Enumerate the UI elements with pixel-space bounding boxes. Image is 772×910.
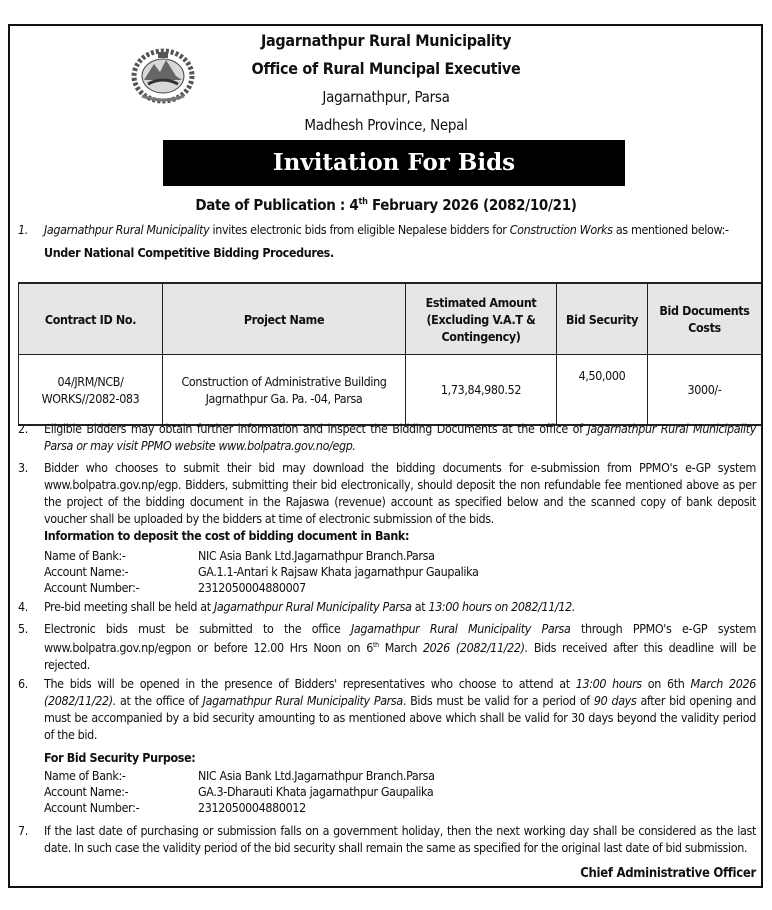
bid-table (18, 282, 761, 426)
bank-row: Account Name:- GA.3-Dharauti Khata jagarnathpur Gaupalika (44, 784, 434, 799)
col-contract-id: Contract ID No. (19, 283, 163, 355)
item-number: 1. (18, 222, 28, 237)
cell-estimated-amount: 1,73,84,980.52 (406, 355, 557, 426)
item-3: 3. Bidder who chooses to submit their bid may download the bidding documents for e-submission from PPMO's e-GP system www.bolpatra.gov.np/egp. Bidders, submitting their bid electronically, should deposit the non refundable fee mentioned above as per the project of the bidding document in the Rajaswa (revenue) account as specified below and the scanned copy of bank deposit voucher shall be uploaded by the bidders at time of electronic submission of the bids. Information to deposit the cost of bidding document in Bank: (18, 460, 756, 543)
item-4: 4. Pre-bid meeting shall be held at Jagarnathpur Rural Municipality Parsa at 13:00 hours on 2082/11/12. (18, 599, 576, 614)
cell-project-name: Construction of Administrative Building Jagrnathpur Ga. Pa. -04, Parsa (163, 355, 406, 426)
cell-bid-security: 4,50,000 (557, 355, 648, 426)
province: Madhesh Province, Nepal (304, 116, 468, 134)
col-doc-cost: Bid Documents Costs (648, 283, 762, 355)
municipality-name: Jagarnathpur Rural Municipality (260, 31, 512, 50)
bank-row: Account Number:- 2312050004880007 (44, 580, 306, 595)
item-1: 1. Jagarnathpur Rural Municipality invites electronic bids from eligible Nepalese bidders for Construction Works as mentioned below:- Under National Competitive Bidding Procedures. (18, 221, 756, 261)
bank-row: Name of Bank:- NIC Asia Bank Ltd.Jagarnathpur Branch.Parsa (44, 768, 435, 783)
col-bid-security: Bid Security (557, 283, 648, 355)
office-location: Jagarnathpur, Parsa (322, 88, 450, 106)
signatory: Chief Administrative Officer (580, 866, 756, 881)
bank-row: Account Number:- 2312050004880012 (44, 800, 306, 815)
office-name: Office of Rural Muncipal Executive (251, 59, 521, 78)
publication-date: Date of Publication : 4th February 2026 (2082/10/21) (195, 196, 577, 214)
item-5: 5. Electronic bids must be submitted to the office Jagarnathpur Rural Municipality Parsa through PPMO's e-GP system www.bolpatra.gov.np/egpon or before 12.00 Hrs Noon on 6th March 2026 (2082/11/22). Bids received after this deadline will be rejected. (18, 621, 756, 673)
bank-row: Account Name:- GA.1.1-Antari k Rajsaw Khata jagarnathpur Gaupalika (44, 564, 479, 579)
bank-info-heading: Information to deposit the cost of bidding document in Bank: (44, 528, 410, 543)
item-2: 2. Eligible Bidders may obtain further information and inspect the Bidding Documents at the office of Jagarnathpur Rural Municipality Parsa or may visit PPMO website www.bolpatra.gov.no/egp. (18, 421, 756, 453)
item-7: 7. If the last date of purchasing or submission falls on a government holiday, then the next working day shall be considered as the last date. In such case the validity period of the bid security shall remain the same as specified for the original last date of bid submission. (18, 823, 756, 855)
table-row (19, 355, 762, 426)
security-heading: For Bid Security Purpose: (44, 750, 196, 765)
notice-title: Invitation For Bids (163, 140, 625, 186)
col-project-name: Project Name (163, 283, 406, 355)
procedure-heading: Under National Competitive Bidding Procedures. (44, 245, 334, 260)
bank-row: Name of Bank:- NIC Asia Bank Ltd.Jagarnathpur Branch.Parsa (44, 548, 435, 563)
item-6: 6. The bids will be opened in the presence of Bidders' representatives who choose to attend at 13:00 hours on 6th March 2026 (2082/11/22). at the office of Jagarnathpur Rural Municipality Parsa. Bids must be valid for a period of 90 days after bid opening and must be accompanied by a bid security amounting to as mentioned above which shall be valid for 30 days beyond the validity period of the bid. For Bid Security Purpose: (18, 676, 757, 765)
cell-doc-cost: 3000/- (648, 355, 762, 426)
bank-details-fee (44, 548, 478, 596)
col-estimated-amount: Estimated Amount (Excluding V.A.T & Contingency) (406, 283, 557, 355)
cell-contract-id: 04/JRM/NCB/ WORKS//2082-083 (19, 355, 163, 426)
bank-details-security (44, 768, 435, 816)
